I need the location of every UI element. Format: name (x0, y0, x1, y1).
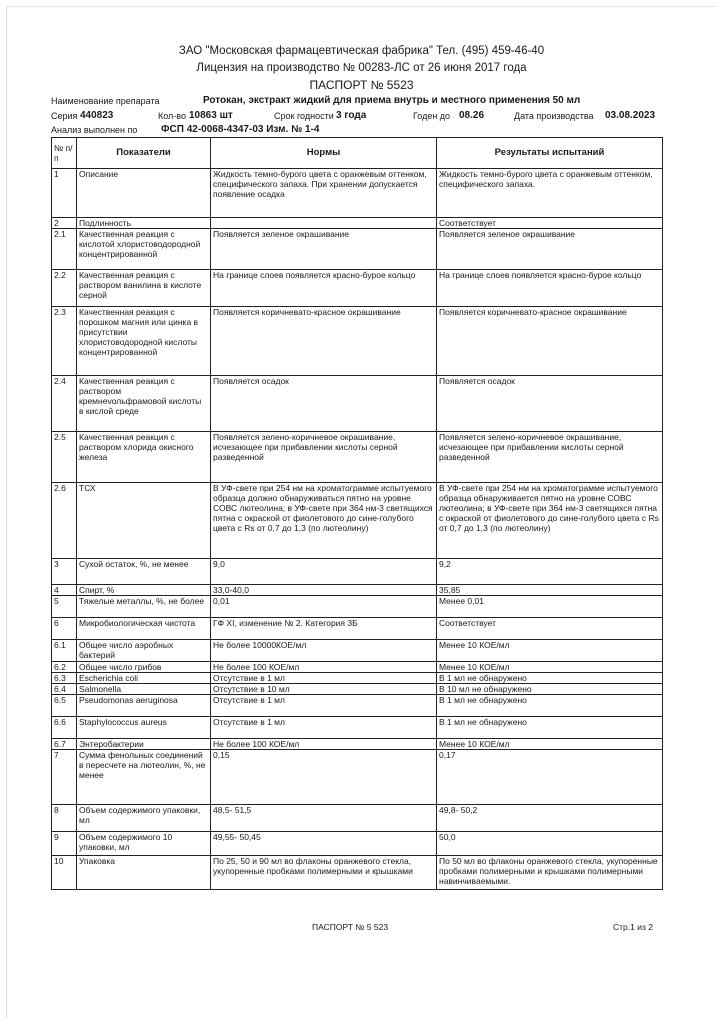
row-result: Менее 10 КОЕ/мл (437, 640, 663, 662)
row-norm: Появляется коричневато-красное окрашивание (211, 307, 437, 376)
table-row (52, 695, 663, 717)
row-norm: По 25, 50 и 90 мл во флаконы оранжевого стекла, укупоренные пробками полимерными и крышками (211, 856, 437, 890)
row-norm: Не более 100 КОЕ/мл (211, 662, 437, 673)
row-indicator: Описание (77, 169, 211, 218)
row-number: 7 (52, 750, 77, 805)
row-norm: Появляется зеленое окрашивание (211, 229, 437, 270)
row-result: В УФ-свете при 254 нм на хроматограмме испытуемого образца обнаруживается пятно на уровне СОВС лютеолина; в УФ-свете при 364 нм-3 светящихся пятна с окраской от фиолетового до сине-голубого цвета с Rs от 0,7 до 1,3 (по лютеолину) (437, 483, 663, 559)
row-result: В 1 мл не обнаружено (437, 717, 663, 739)
row-result: 9,2 (437, 559, 663, 585)
row-indicator: Общее число грибов (77, 662, 211, 673)
series-value: 440823 (80, 110, 114, 121)
table-row (52, 832, 663, 856)
table-row (52, 169, 663, 218)
row-result: В 1 мл не обнаружено (437, 695, 663, 717)
shelf-label: Срок годности (274, 111, 334, 121)
row-indicator: Упаковка (77, 856, 211, 890)
table-row (52, 229, 663, 270)
row-indicator: Подлинность (77, 218, 211, 229)
row-number: 2.3 (52, 307, 77, 376)
row-norm: Отсутствие в 10 мл (211, 684, 437, 695)
analysis-value: ФСП 42-0068-4347-03 Изм. № 1-4 (161, 124, 320, 135)
row-indicator: Качественная реакция с раствором хлорида окисного железа (77, 432, 211, 483)
row-norm: 9,0 (211, 559, 437, 585)
header-norms: Нормы (211, 138, 437, 169)
row-number: 6.7 (52, 739, 77, 750)
row-indicator: Сухой остаток, %, не менее (77, 559, 211, 585)
table-row (52, 307, 663, 376)
row-indicator: Pseudomonas aeruginosa (77, 695, 211, 717)
document-title: ПАСПОРТ № 5523 (309, 78, 414, 92)
row-norm: ГФ XI, изменение № 2. Категория 3Б (211, 618, 437, 640)
row-norm: 0,01 (211, 596, 437, 618)
row-result: На границе слоев появляется красно-бурое кольцо (437, 270, 663, 307)
footer-page-number: Стр.1 из 2 (613, 922, 653, 932)
header-indicator: Показатели (77, 138, 211, 169)
row-result: Появляется коричневато-красное окрашивание (437, 307, 663, 376)
row-result: Менее 10 КОЕ/мл (437, 662, 663, 673)
row-result: Соответствует (437, 218, 663, 229)
row-norm: 0,15 (211, 750, 437, 805)
row-number: 8 (52, 805, 77, 832)
name-value: Ротокан, экстракт жидкий для приема внутрь и местного применения 50 мл (203, 95, 581, 106)
header-results: Результаты испытаний (437, 138, 663, 169)
row-norm: 49,55- 50,45 (211, 832, 437, 856)
date-value: 03.08.2023 (605, 110, 656, 121)
row-number: 6 (52, 618, 77, 640)
shelf-value: 3 года (336, 110, 367, 121)
table-row (52, 483, 663, 559)
row-indicator: ТСХ (77, 483, 211, 559)
row-number: 6.4 (52, 684, 77, 695)
qty-value: 10863 шт (189, 110, 233, 121)
row-indicator: Escherichia coli (77, 673, 211, 684)
row-result: Менее 10 КОЕ/мл (437, 739, 663, 750)
row-number: 2.2 (52, 270, 77, 307)
valid-label: Годен до (413, 111, 451, 121)
row-indicator: Объем содержимого 10 упаковки, мл (77, 832, 211, 856)
row-number: 4 (52, 585, 77, 596)
table-header-row (52, 138, 663, 169)
row-number: 6.2 (52, 662, 77, 673)
row-indicator: Salmonella (77, 684, 211, 695)
row-norm: 48,5- 51,5 (211, 805, 437, 832)
table-row (52, 218, 663, 229)
row-norm: Отсутствие в 1 мл (211, 695, 437, 717)
row-result: 35,85 (437, 585, 663, 596)
table-row (52, 717, 663, 739)
row-result: Менее 0,01 (437, 596, 663, 618)
row-norm: Отсутствие в 1 мл (211, 673, 437, 684)
row-indicator: Качественная реакция с порошком магния или цинка в присутствии хлористоводородной кислоты концентрированной (77, 307, 211, 376)
row-number: 1 (52, 169, 77, 218)
date-label: Дата производства (514, 111, 594, 121)
row-number: 2.6 (52, 483, 77, 559)
table-row (52, 684, 663, 695)
row-number: 10 (52, 856, 77, 890)
company-line: ЗАО "Московская фармацевтическая фабрика" Тел. (495) 459-46-40 (178, 45, 545, 57)
row-norm: В УФ-свете при 254 нм на хроматограмме испытуемого образца должно обнаруживаться пятно на уровне СОВС лютеолина; в УФ-свете при 364 нм-3 светящихся пятна с окраской от фиолетового до сине-голубого цвета с Rs от 0,7 до 1,3 (по лютеолину) (211, 483, 437, 559)
row-indicator: Энтеробактерии (77, 739, 211, 750)
row-result: Жидкость темно-бурого цвета с оранжевым оттенком, специфического запаха. (437, 169, 663, 218)
row-number: 6.3 (52, 673, 77, 684)
table-row (52, 662, 663, 673)
row-indicator: Качественная реакция с раствором кремнevольфрамовой кислоты в кислой среде (77, 376, 211, 432)
table-row (52, 673, 663, 684)
row-norm: Жидкость темно-бурого цвета с оранжевым оттенком, специфического запаха. При хранении допускается появление осадка (211, 169, 437, 218)
row-number: 6.6 (52, 717, 77, 739)
table-row (52, 739, 663, 750)
row-norm: Не более 100 КОЕ/мл (211, 739, 437, 750)
row-result: Появляется зеленое окрашивание (437, 229, 663, 270)
analysis-label: Анализ выполнен по (51, 125, 138, 135)
table-row (52, 750, 663, 805)
row-number: 9 (52, 832, 77, 856)
table-row (52, 559, 663, 585)
row-norm: 33,0-40,0 (211, 585, 437, 596)
row-result: 49,8- 50,2 (437, 805, 663, 832)
table-row (52, 856, 663, 890)
row-norm: На границе слоев появляется красно-бурое кольцо (211, 270, 437, 307)
row-number: 2 (52, 218, 77, 229)
row-indicator: Объем содержимого упаковки, мл (77, 805, 211, 832)
table-row (52, 805, 663, 832)
table-row (52, 640, 663, 662)
row-indicator: Спирт, % (77, 585, 211, 596)
table-row (52, 376, 663, 432)
valid-value: 08.26 (459, 110, 485, 121)
qty-label: Кол-во (158, 111, 186, 121)
row-norm (211, 218, 437, 229)
row-indicator: Качественная реакция с раствором ванилина в кислоте серной (77, 270, 211, 307)
row-result: Появляется зелено-коричневое окрашивание, исчезающее при прибавлении кислоты серной разведенной (437, 432, 663, 483)
row-number: 2.5 (52, 432, 77, 483)
row-indicator: Сумма фенольных соединений в пересчете на лютеолин, %, не менее (77, 750, 211, 805)
row-result: По 50 мл во флаконы оранжевого стекла, укупоренные пробками полимерными и крышками полимерными навинчиваемыми. (437, 856, 663, 890)
row-result: В 1 мл не обнаружено (437, 673, 663, 684)
header-number: № п/п (52, 138, 77, 169)
row-norm: Появляется зелено-коричневое окрашивание, исчезающее при прибавлении кислоты серной разведенной (211, 432, 437, 483)
table-row (52, 596, 663, 618)
row-number: 3 (52, 559, 77, 585)
row-indicator: Общее число аэробных бактерий (77, 640, 211, 662)
series-label: Серия (51, 111, 78, 121)
name-label: Наименование препарата (51, 96, 160, 106)
table-row (52, 618, 663, 640)
row-indicator: Микробиологическая чистота (77, 618, 211, 640)
footer-passport: ПАСПОРТ № 5 523 (312, 922, 389, 932)
row-number: 2.1 (52, 229, 77, 270)
test-results-table (51, 137, 663, 890)
table-row (52, 585, 663, 596)
row-norm: Отсутствие в 1 мл (211, 717, 437, 739)
row-number: 2.4 (52, 376, 77, 432)
row-result: 0,17 (437, 750, 663, 805)
row-indicator: Качественная реакция с кислотой хлористоводородной концентрированной (77, 229, 211, 270)
row-number: 6.5 (52, 695, 77, 717)
row-indicator: Staphylococcus aureus (77, 717, 211, 739)
row-norm: Не более 10000КОЕ/мл (211, 640, 437, 662)
row-result: Соответствует (437, 618, 663, 640)
row-result: Появляется осадок (437, 376, 663, 432)
row-number: 5 (52, 596, 77, 618)
table-row (52, 270, 663, 307)
row-result: 50,0 (437, 832, 663, 856)
row-indicator: Тяжелые металлы, %, не более (77, 596, 211, 618)
license-line: Лицензия на производство № 00283-ЛС от 26 июня 2017 года (196, 62, 527, 74)
table-row (52, 432, 663, 483)
row-result: В 10 мл не обнаружено (437, 684, 663, 695)
row-norm: Появляется осадок (211, 376, 437, 432)
row-number: 6.1 (52, 640, 77, 662)
